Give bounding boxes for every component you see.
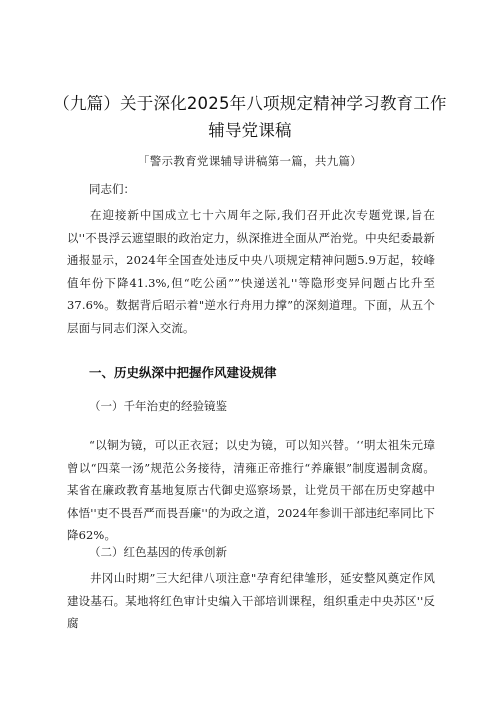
- section-heading-1: 一、历史纵深中把握作风建设规律: [89, 365, 277, 380]
- subsection-heading-2: （二）红色基因的传承创新: [89, 545, 227, 559]
- document-title-line1: （九篇）关于深化2025年八项规定精神学习教育工作: [53, 94, 447, 113]
- salutation: 同志们：: [89, 182, 135, 196]
- subsection-paragraph-2: 井冈山时期”三大纪律八项注意"孕育纪律雏形，延安整风奠定作风建设基石。某地将红色审计史编入干部培训课程，组织重走中央苏区''反腐: [67, 571, 435, 631]
- intro-paragraph: 在迎接新中国成立七十六周年之际,我们召开此次专题党课,旨在以''不畏浮云遮望眼的政治定力，纵深推进全面从严治党。中央纪委最新通报显示，2024年全国查处违反中央八项规定精神问题5.9万起，较峰值年份下降41.3%,但“吃公函””快递送礼''等隐形变异问题占比升至37.6%。数据背后昭示着"逆水行舟用力撑”的深刻道理。下面，从五个层面与同志们深入交流。: [67, 208, 435, 335]
- subsection-paragraph-1: “以铜为镜，可以正衣冠；以史为镜，可以知兴替。‘‘明太祖朱元璋曾以“四菜一汤”规范公务接待，清雍正帝推行“养廉银”制度遏制贪腐。某省在廉政教育基地复原古代御史巡察场景，让党员干部在历史穿越中体悟''吏不畏吾严而畏吾廉''的为政之道，2024年参训干部违纪率同比下降62%。: [67, 438, 435, 543]
- subsection-heading-1: （一）千年治吏的经验镜鉴: [89, 399, 227, 413]
- document-subtitle: 「警示教育党课辅导讲稿第一篇，共九篇）: [137, 154, 363, 168]
- document-title-line2: 辅导党课稿: [208, 121, 292, 140]
